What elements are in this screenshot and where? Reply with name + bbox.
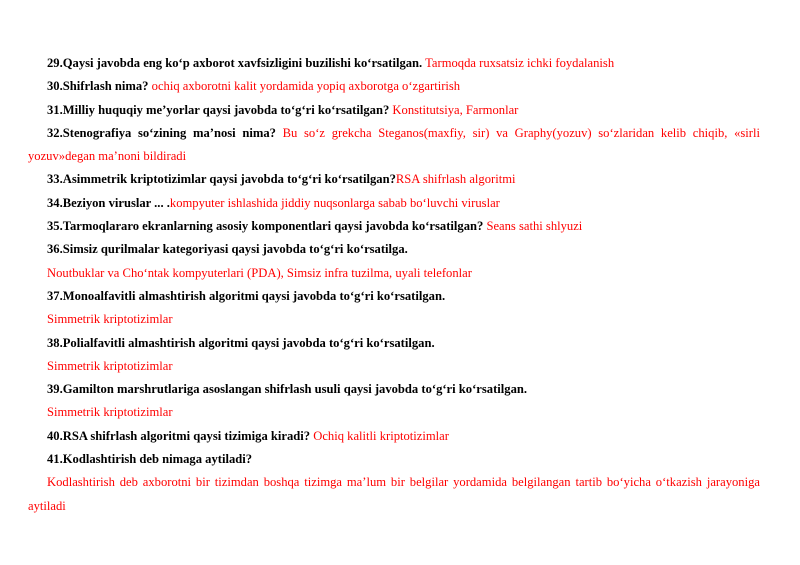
answer-text: Tarmoqda ruxsatsiz ichki foydalanish [425,56,615,70]
question-34 [28,192,760,215]
answer-text: Noutbuklar va Cho‘ntak kompyuterlari (PDA), Simsiz infra tuzilma, uyali telefonlar [47,265,472,280]
question-text: 34.Beziyon viruslar ... . [47,195,170,210]
answer-36 [28,262,760,285]
question-36 [28,238,760,261]
question-29 [28,52,760,75]
question-40 [28,425,760,448]
answer-39 [28,401,760,424]
answer-41 [28,471,760,518]
answer-text: ochiq axborotni kalit yordamida yopiq axborotga o‘zgartirish [151,79,461,94]
question-text: 40.RSA shifrlash algoritmi qaysi tizimiga kiradi? [47,428,311,443]
question-text: 35.Tarmoqlararo ekranlarning asosiy komponentlari qaysi javobda ko‘rsatilgan? [47,219,484,234]
question-text: 36.Simsiz qurilmalar kategoriyasi qaysi javobda to‘g‘ri ko‘rsatilga. [47,242,408,257]
question-37 [28,285,760,308]
question-30 [28,75,760,98]
question-text: 38.Polialfavitli almashtirish algoritmi qaysi javobda to‘g‘ri ko‘rsatilgan. [47,335,435,350]
answer-text: Bu so‘z grekcha Steganos(maxfiy, sir) va Graphy(yozuv) so‘zlaridan kelib chiqib, «sirli yozuv»degan ma’noni bildiradi [28,125,761,164]
question-text: 32.Stenografiya so‘zining ma’nosi nima? [47,125,276,140]
answer-text: Simmetrik kriptotizimlar [47,312,173,327]
answer-text: Simmetrik kriptotizimlar [47,405,173,420]
answer-37 [28,308,760,331]
question-33 [28,168,760,191]
question-text: 31.Milliy huquqiy me’yorlar qaysi javobda to‘g‘ri ko‘rsatilgan? [47,102,390,117]
question-39 [28,378,760,401]
answer-text: RSA shifrlash algoritmi [395,172,516,187]
question-text: 37.Monoalfavitli almashtirish algoritmi qaysi javobda to‘g‘ri ko‘rsatilgan. [47,288,446,303]
answer-38 [28,355,760,378]
question-text: 29.Qaysi javobda eng ko‘p axborot xavfsizligini buzilishi ko‘rsatilgan. [47,56,423,70]
answer-text: Seans sathi shlyuzi [486,219,583,234]
answer-text: Ochiq kalitli kriptotizimlar [313,428,449,443]
question-text: 41.Kodlashtirish deb nimaga aytiladi? [47,452,253,467]
question-38 [28,332,760,355]
answer-text: Kodlashtirish deb axborotni bir tizimdan boshqa tizimga ma’lum bir belgilar yordamida belgilangan tartib bo‘yicha o‘tkazish jarayoniga aytiladi [28,475,760,513]
question-text: 30.Shifrlash nima? [47,79,149,94]
question-32 [28,122,760,169]
question-41 [28,448,760,471]
question-31 [28,99,760,122]
answer-text: kompyuter ishlashida jiddiy nuqsonlarga sabab bo‘luvchi viruslar [169,195,500,210]
question-35 [28,215,760,238]
question-text: 39.Gamilton marshrutlariga asoslangan shifrlash usuli qaysi javobda to‘g‘ri ko‘rsatilgan. [47,382,528,397]
question-text: 33.Asimmetrik kriptotizimlar qaysi javobda to‘g‘ri ko‘rsatilgan? [47,172,396,187]
answer-text: Simmetrik kriptotizimlar [47,358,173,373]
answer-text: Konstitutsiya, Farmonlar [392,102,519,117]
